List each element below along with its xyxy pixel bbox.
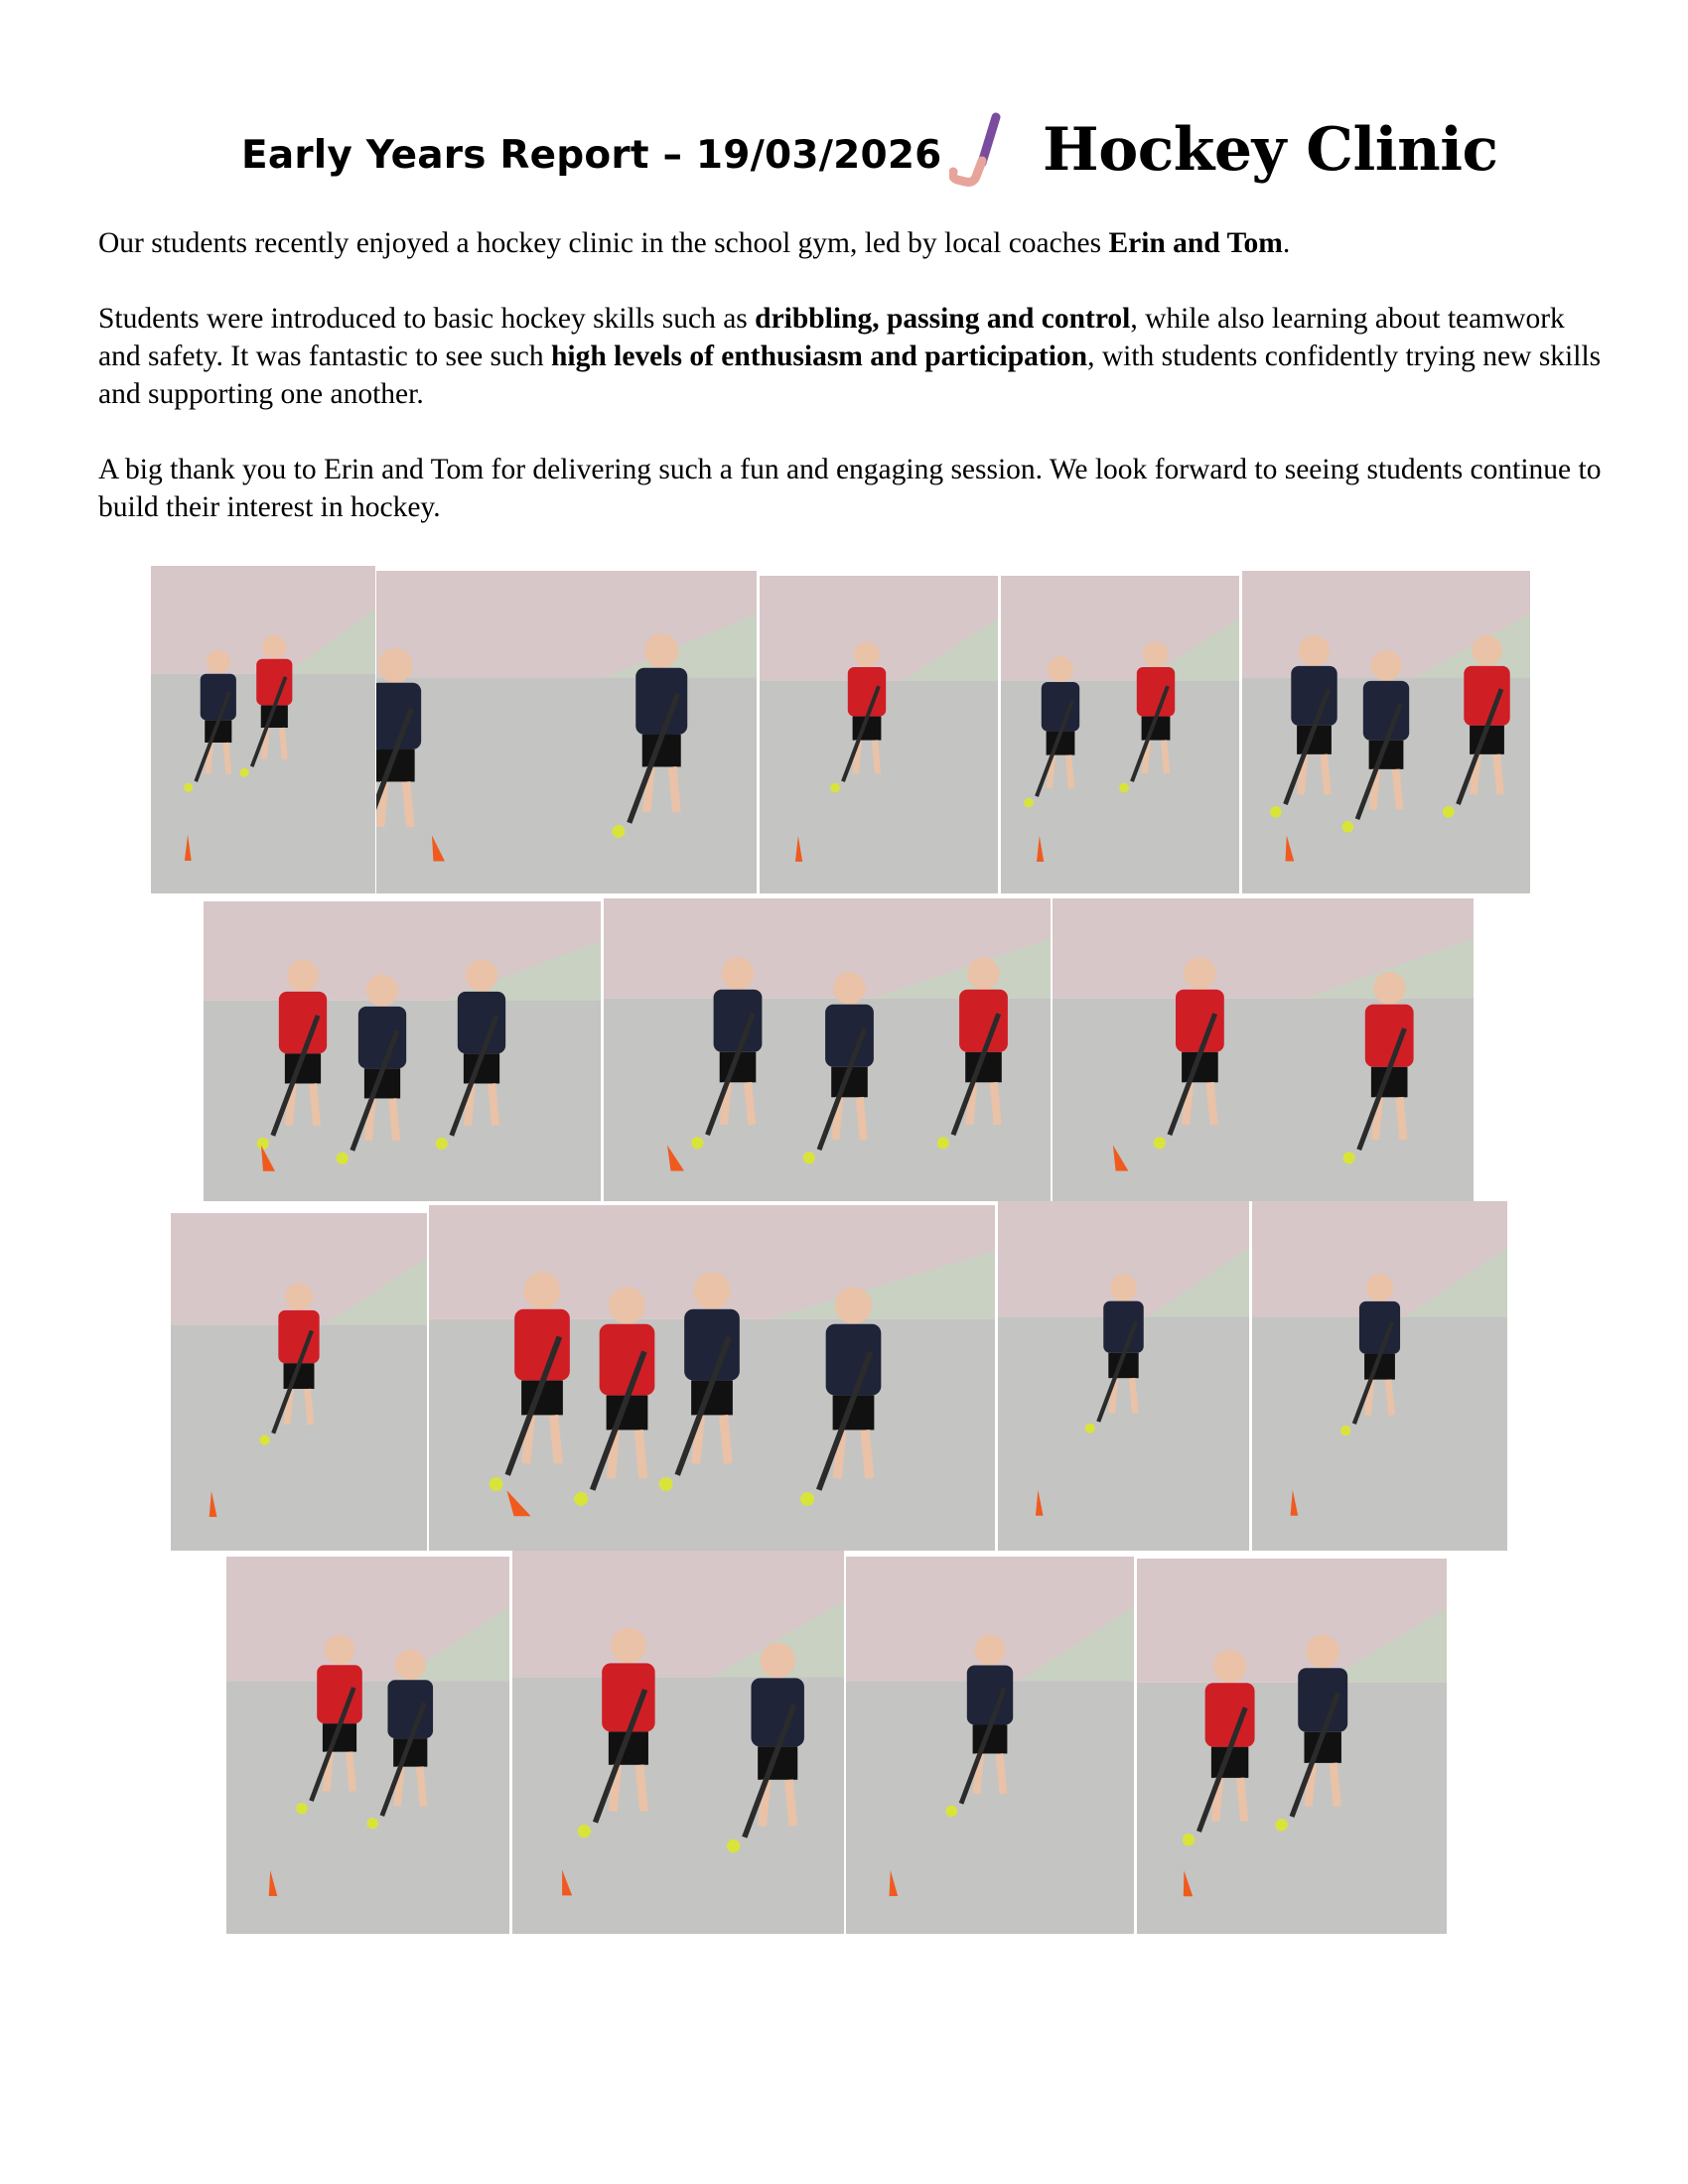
child-shirt: [684, 1309, 740, 1381]
child-leg: [1210, 1082, 1214, 1125]
child-shirt: [1176, 990, 1224, 1052]
child-shirt: [458, 992, 505, 1053]
child-shirt: [825, 1005, 874, 1067]
hockey-ball: [1443, 806, 1455, 818]
photo-scene: [998, 1201, 1249, 1551]
child-leg: [225, 743, 228, 774]
child-head: [287, 960, 319, 992]
child-leg: [788, 1780, 792, 1827]
text: Students were introduced to basic hockey skills such as: [98, 303, 756, 335]
child-head: [262, 635, 286, 659]
child-head: [1213, 1650, 1246, 1683]
photo-scene: [846, 1557, 1134, 1934]
hockey-ball: [659, 1477, 673, 1491]
hockey-ball: [803, 1152, 815, 1163]
child-head: [325, 1635, 354, 1665]
child-leg: [406, 781, 410, 827]
photo-13: [226, 1557, 509, 1934]
hockey-ball: [1270, 806, 1282, 818]
text: , with students confidently trying new skills and supporting one another.: [98, 341, 1602, 410]
child-head: [760, 1643, 795, 1679]
floor: [226, 1681, 509, 1934]
child-leg: [392, 1098, 396, 1140]
child-shirt: [1291, 666, 1336, 726]
photo-scene: [226, 1557, 509, 1934]
photo-scene: [1137, 1559, 1447, 1934]
child-head: [523, 1273, 560, 1309]
child-leg: [313, 1083, 317, 1125]
child-head: [609, 1288, 645, 1324]
child-leg: [724, 1415, 729, 1463]
child-head: [1472, 635, 1502, 666]
photo-12: [1252, 1201, 1507, 1551]
photo-3: [760, 576, 998, 893]
paragraph-thanks: [98, 451, 1608, 526]
child-head: [1184, 957, 1216, 990]
child-head: [378, 648, 413, 683]
child-shirt: [279, 992, 327, 1053]
child-shirt: [751, 1678, 803, 1746]
photo-scene: [171, 1213, 427, 1551]
child-head: [722, 957, 755, 990]
child-head: [854, 641, 880, 667]
paragraph-intro: [98, 224, 1608, 262]
hockey-ball: [1275, 1819, 1287, 1831]
hockey-ball: [367, 1818, 378, 1829]
photo-scene: [604, 898, 1051, 1201]
child-leg: [1388, 1380, 1391, 1416]
child-shirt: [959, 990, 1008, 1052]
hockey-ball: [240, 768, 249, 777]
child-leg: [865, 1430, 870, 1478]
child-head: [1307, 1635, 1339, 1668]
child-leg: [1396, 769, 1400, 810]
report-title: Early Years Report – 19/03/2026: [241, 133, 942, 178]
hockey-stick-icon: [949, 111, 1019, 189]
photo-14: [512, 1551, 844, 1934]
text: .: [1282, 227, 1291, 259]
photo-8: [1053, 898, 1474, 1201]
child-shirt: [278, 1310, 319, 1363]
photo-scene: [376, 571, 757, 893]
child-head: [1110, 1275, 1137, 1301]
child-shirt: [387, 1680, 433, 1738]
photo-7: [604, 898, 1051, 1201]
child-leg: [1240, 1778, 1244, 1822]
hockey-ball: [1085, 1424, 1095, 1433]
child-leg: [672, 766, 676, 812]
photo-scene: [512, 1551, 844, 1934]
child-head: [395, 1650, 425, 1680]
child-shirt: [358, 1007, 406, 1068]
child-shirt: [1137, 667, 1175, 717]
child-leg: [748, 1082, 752, 1125]
photo-scene: [760, 576, 998, 893]
child-head: [693, 1273, 730, 1309]
child-head: [466, 960, 497, 992]
photo-6: [204, 901, 601, 1201]
child-head: [1143, 641, 1169, 667]
hockey-ball: [436, 1138, 448, 1150]
hockey-ball: [727, 1840, 740, 1852]
hockey-ball: [490, 1477, 503, 1491]
hockey-ball: [1342, 821, 1354, 833]
child-shirt: [1298, 1668, 1347, 1731]
child-leg: [1399, 1097, 1403, 1140]
photo-1: [151, 566, 375, 893]
photo-scene: [429, 1205, 995, 1551]
skills-highlight: dribbling, passing and control: [755, 303, 1131, 335]
enthusiasm-highlight: high levels of enthusiasm and participation: [551, 341, 1088, 372]
child-leg: [994, 1082, 998, 1125]
hockey-ball: [259, 1434, 269, 1444]
hockey-ball: [574, 1492, 588, 1506]
hockey-ball: [937, 1137, 949, 1149]
hockey-ball: [691, 1137, 703, 1149]
child-head: [1299, 635, 1330, 666]
child-leg: [282, 728, 285, 759]
text: A big thank you to Erin and Tom for delivering such a fun and engaging session. We look forward to seeing students continue to build their interest in hockey.: [98, 454, 1602, 523]
hockey-ball: [1154, 1137, 1166, 1149]
hockey-ball: [578, 1825, 591, 1838]
hockey-ball: [1024, 798, 1034, 808]
child-leg: [350, 1752, 353, 1792]
child-leg: [308, 1389, 311, 1425]
text: Our students recently enjoyed a hockey clinic in the school gym, led by local coaches: [98, 227, 1109, 259]
child-head: [967, 957, 1000, 990]
hockey-ball: [1183, 1834, 1195, 1845]
photo-16: [1137, 1559, 1447, 1934]
hockey-ball: [296, 1803, 307, 1814]
coaches-names: Erin and Tom: [1108, 227, 1283, 259]
child-shirt: [602, 1663, 654, 1731]
paragraph-skills: [98, 300, 1608, 413]
hockey-ball: [337, 1153, 349, 1164]
child-leg: [875, 741, 878, 774]
child-shirt: [1103, 1301, 1143, 1353]
child-shirt: [826, 1324, 882, 1396]
child-head: [1371, 650, 1402, 681]
child-leg: [1324, 754, 1328, 795]
photo-10: [429, 1205, 995, 1551]
photo-15: [846, 1557, 1134, 1934]
child-leg: [1068, 755, 1071, 789]
photo-scene: [1053, 898, 1474, 1201]
photo-scene: [1252, 1201, 1507, 1551]
child-head: [1048, 656, 1073, 682]
child-head: [835, 1288, 872, 1324]
child-shirt: [714, 990, 763, 1052]
child-leg: [1164, 741, 1167, 774]
hockey-ball: [1119, 783, 1129, 793]
child-shirt: [1042, 682, 1079, 732]
child-head: [644, 633, 679, 668]
hockey-ball: [800, 1492, 814, 1506]
photo-11: [998, 1201, 1249, 1551]
child-shirt: [256, 659, 292, 706]
child-shirt: [514, 1309, 570, 1381]
photo-scene: [151, 566, 375, 893]
hockey-ball: [1342, 1152, 1354, 1163]
photo-scene: [1242, 571, 1530, 893]
photo-2: [376, 571, 757, 893]
hockey-ball: [830, 783, 840, 793]
child-shirt: [1365, 1005, 1414, 1067]
child-leg: [1496, 754, 1500, 795]
child-shirt: [317, 1665, 362, 1723]
child-leg: [420, 1767, 424, 1807]
hockey-ball: [257, 1138, 269, 1150]
child-leg: [860, 1097, 864, 1140]
photo-5: [1242, 571, 1530, 893]
child-leg: [639, 1765, 643, 1812]
child-leg: [492, 1083, 495, 1125]
child-head: [1366, 1274, 1393, 1300]
floor: [1137, 1683, 1447, 1934]
hockey-ball: [184, 783, 193, 792]
photo-scene: [204, 901, 601, 1201]
hockey-ball: [1340, 1426, 1350, 1435]
child-shirt: [1205, 1683, 1255, 1746]
child-leg: [554, 1415, 559, 1463]
child-head: [611, 1628, 646, 1664]
child-shirt: [1464, 666, 1509, 726]
hockey-ball: [612, 825, 625, 838]
photo-4: [1001, 576, 1239, 893]
child-head: [1373, 972, 1406, 1005]
child-shirt: [967, 1666, 1013, 1725]
child-shirt: [1363, 681, 1409, 741]
report-body: [98, 224, 1608, 564]
child-head: [975, 1635, 1006, 1666]
child-shirt: [201, 674, 236, 721]
child-leg: [1334, 1763, 1337, 1807]
photo-9: [171, 1213, 427, 1551]
child-shirt: [600, 1324, 655, 1396]
child-head: [207, 650, 230, 674]
child-head: [366, 975, 398, 1007]
clinic-title: Hockey Clinic: [1043, 115, 1498, 185]
hockey-ball: [946, 1806, 958, 1818]
child-leg: [638, 1430, 643, 1478]
child-shirt: [635, 668, 687, 735]
child-head: [833, 972, 866, 1005]
child-leg: [1132, 1378, 1135, 1413]
text: , while also learning about teamwork and safety. It was fantastic to see such: [98, 303, 1565, 372]
child-shirt: [848, 667, 886, 717]
child-leg: [1000, 1753, 1004, 1794]
photo-scene: [1001, 576, 1239, 893]
child-head: [285, 1283, 313, 1310]
child-shirt: [1359, 1301, 1400, 1354]
page-header: [0, 107, 1688, 206]
